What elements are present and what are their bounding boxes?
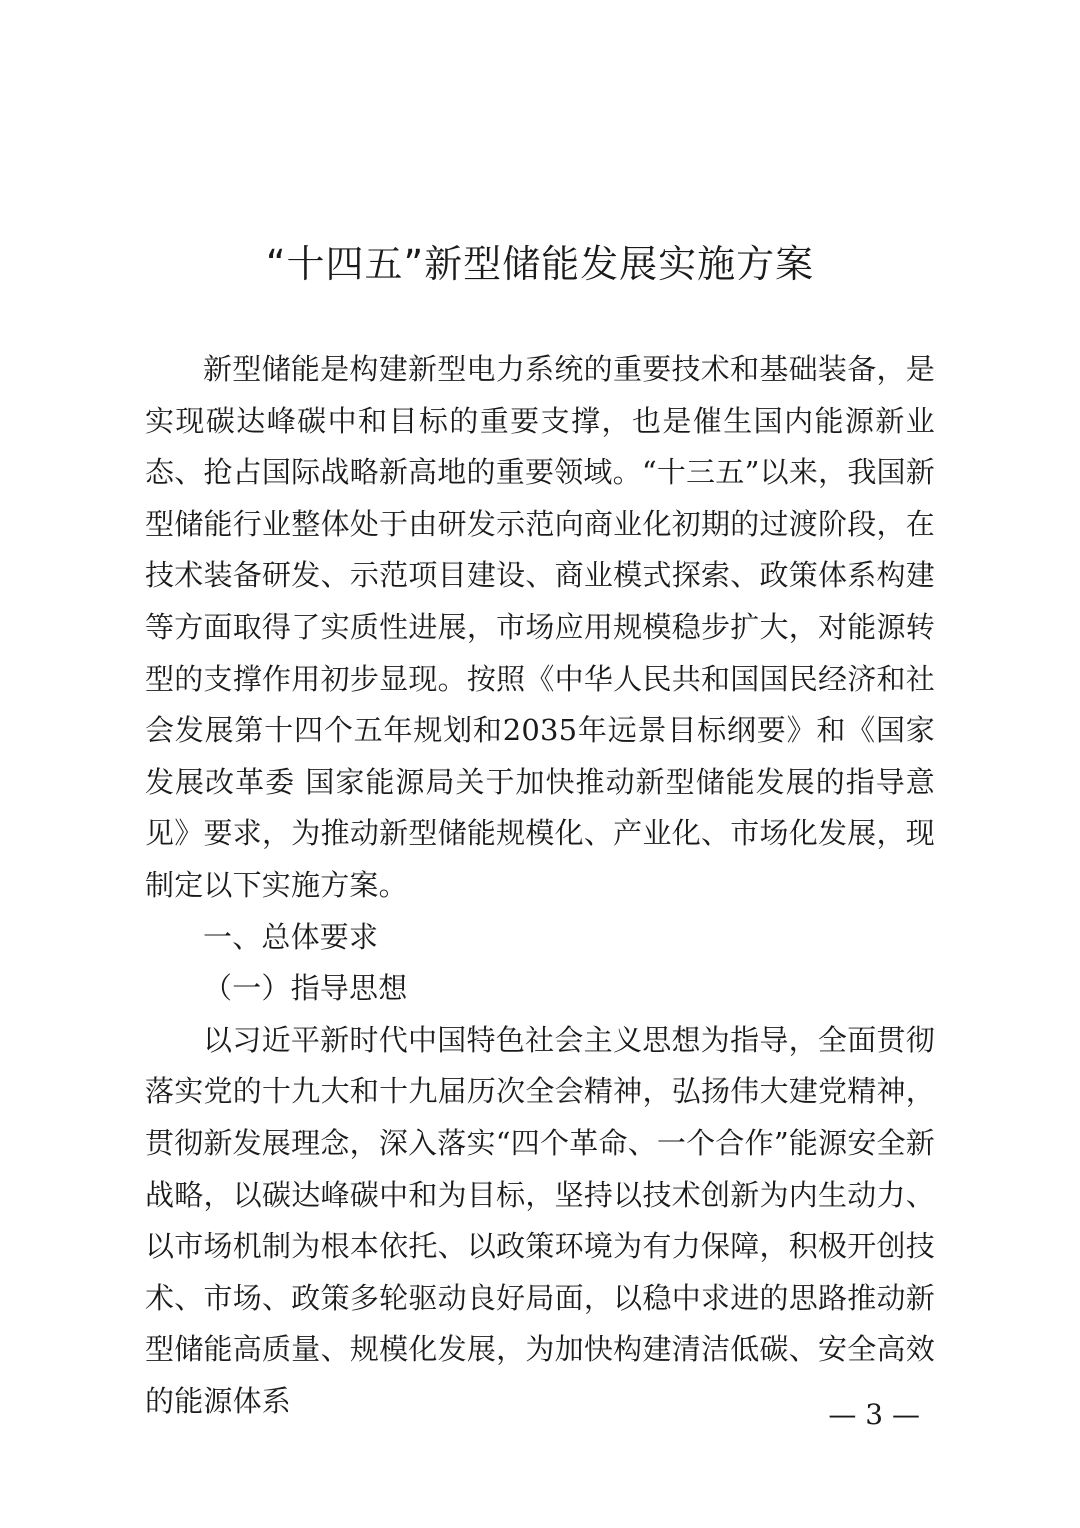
page-number: — 3 —	[828, 1398, 920, 1431]
guiding-thought-paragraph: 以习近平新时代中国特色社会主义思想为指导，全面贯彻落实党的十九大和十九届历次全会精神，弘扬伟大建党精神，贯彻新发展理念，深入落实“四个革命、一个合作”能源安全新战略，以碳达峰碳中和为目标，坚持以技术创新为内生动力、以市场机制为根本依托、以政策环境为有力保障，积极开创技术、市场、政策多轮驱动良好局面，以稳中求进的思路推动新型储能高质量、规模化发展，为加快构建清洁低碳、安全高效的能源体系	[145, 1022, 935, 1418]
subsection-heading-guiding-thought: （一）指导思想	[203, 971, 408, 1006]
document-title: “十四五”新型储能发展实施方案	[265, 242, 815, 286]
document-body	[145, 344, 935, 1427]
section-heading-overall-requirements: 一、总体要求	[203, 919, 379, 954]
intro-paragraph: 新型储能是构建新型电力系统的重要技术和基础装备，是实现碳达峰碳中和目标的重要支撑，也是催生国内能源新业态、抢占国际战略新高地的重要领域。“十三五”以来，我国新型储能行业整体处于由研发示范向商业化初期的过渡阶段，在技术装备研发、示范项目建设、商业模式探索、政策体系构建等方面取得了实质性进展，市场应用规模稳步扩大，对能源转型的支撑作用初步显现。按照《中华人民共和国国民经济和社会发展第十四个五年规划和2035年远景目标纲要》和《国家发展改革委 国家能源局关于加快推动新型储能发展的指导意见》要求，为推动新型储能规模化、产业化、市场化发展，现制定以下实施方案。	[145, 352, 935, 902]
